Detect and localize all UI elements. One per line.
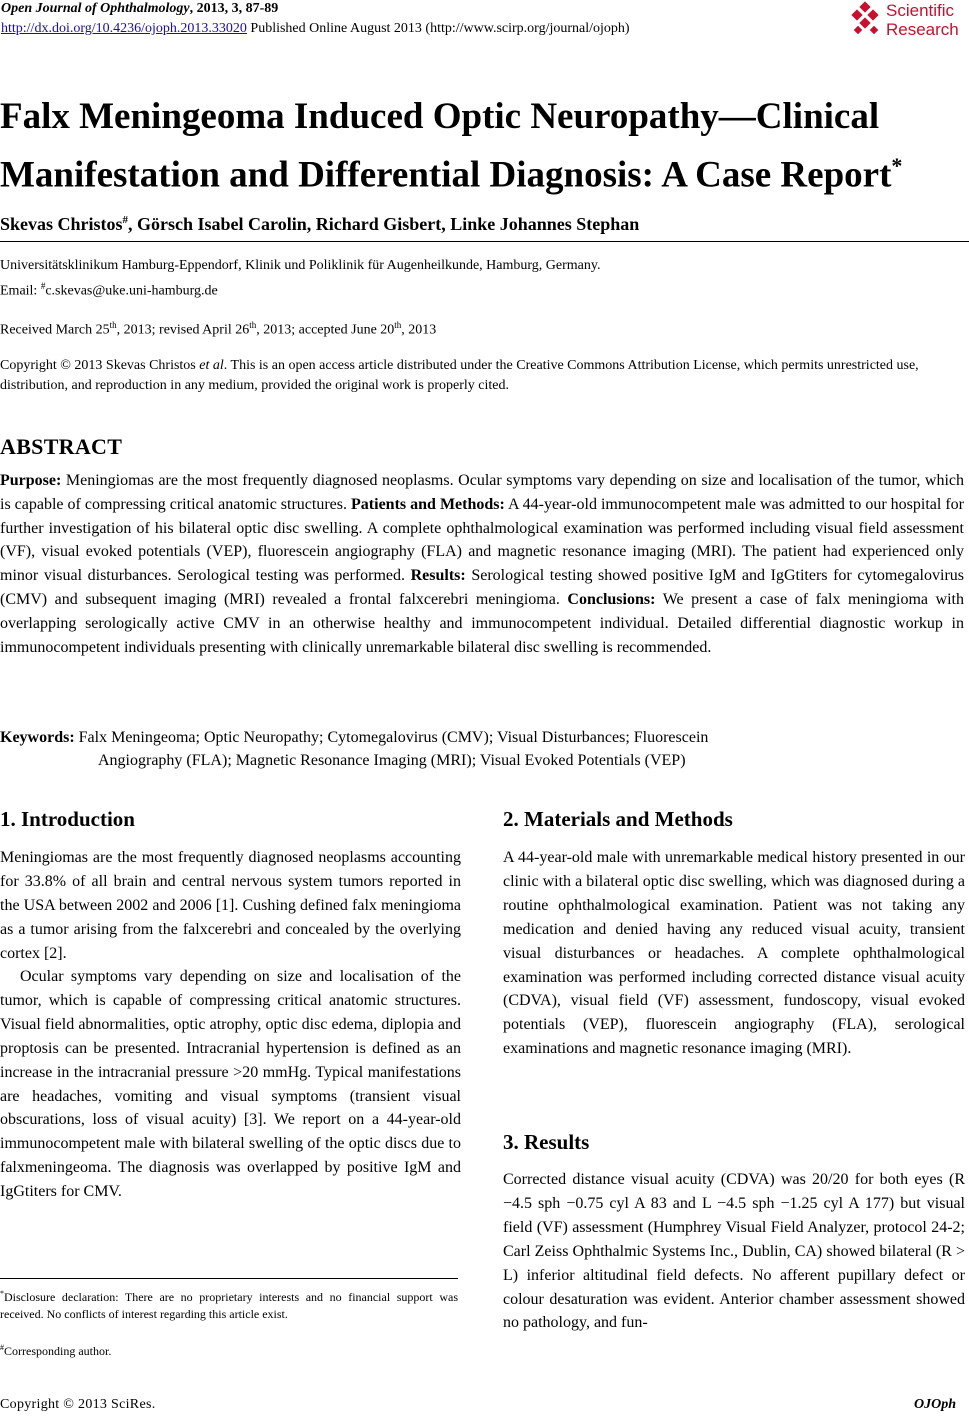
published-online: Published Online August 2013 (http://www.scirp.org/journal/ojoph): [246, 21, 630, 36]
copyright-notice: [0, 356, 969, 396]
doi-line: [1, 21, 630, 37]
conclusions-text: We present a case of falx meningioma with overlapping serologically active CMV in an otherwise healthy and immunocompetent individual. Detailed differential diagnostic workup in immunocompetent individuals presenting with clinically unremarkable bilateral disc swelling is recommended.: [0, 590, 964, 656]
ordinal-suffix: th: [109, 320, 117, 330]
methods-label: Patients and Methods:: [351, 495, 505, 513]
logo-text: [886, 1, 959, 39]
journal-name: Open Journal of Ophthalmology: [1, 1, 190, 16]
footnote-divider: [0, 1278, 458, 1279]
article-title: [0, 92, 969, 199]
date-end: , 2013: [401, 322, 437, 338]
purpose-label: Purpose:: [0, 472, 62, 489]
keywords-line-1: Falx Meningeoma; Optic Neuropathy; Cytomegalovirus (CMV); Visual Disturbances; Fluorescein: [74, 729, 709, 746]
footer-copyright: Copyright © 2013 SciRes.: [0, 1397, 156, 1412]
email-mark: #: [40, 281, 46, 291]
doi-link[interactable]: http://dx.doi.org/10.4236/ojoph.2013.33020: [1, 21, 247, 36]
results-label: Results:: [410, 567, 466, 585]
logo-line-2: Research: [886, 20, 959, 39]
conclusions-label: Conclusions:: [567, 590, 656, 608]
email-label: Email:: [0, 283, 41, 299]
first-author: Skevas Christos: [0, 214, 123, 234]
footnote-disclosure: [0, 1286, 458, 1322]
section-heading-methods: 2. Materials and Methods: [503, 807, 733, 831]
methods-paragraph: A 44-year-old male with unremarkable medical history presented in our clinic with a bilateral optic disc swelling, which was diagnosed during a routine ophthalmological examination. Patient was not taking any medication and denied having any reduced visual acuity, transient visual disturbances or headaches. A complete ophthalmological examination was performed including corrected distance visual acuity (CDVA), visual field (VF) assessment, fundoscopy, visual evoked potentials (VEP), fluorescein angiography (FLA), serological examinations and magnetic resonance imaging (MRI).: [503, 849, 965, 1058]
logo-line-1: Scientific: [886, 1, 955, 20]
footnote-text-1: Disclosure declaration: There are no proprietary interests and no financial support was received. No conflicts of interest regarding this article exist.: [0, 1290, 458, 1321]
copyright-pre: Copyright © 2013 Skevas Christos: [0, 358, 200, 373]
email-address[interactable]: c.skevas@uke.uni-hamburg.de: [45, 283, 218, 299]
keywords-line-2: Angiography (FLA); Magnetic Resonance Imaging (MRI); Visual Evoked Potentials (VEP): [98, 752, 686, 769]
email-line: [0, 276, 218, 302]
purpose-text: Meningiomas are the most frequently diagnosed neoplasms. Ocular symptoms vary depending on size and localisation of the tumor, which is capable of compressing critical anatomic structures.: [0, 472, 964, 513]
journal-volume: , 2013, 3, 87-89: [189, 1, 279, 16]
received-date: Received March 25: [0, 322, 110, 338]
affiliation: Universitätsklinikum Hamburg-Eppendorf, Klinik und Poliklinik für Augenheilkunde, Hamburg, Germany.: [0, 258, 601, 273]
footnote-corresponding: [0, 1340, 458, 1360]
footnote-text-2: Corresponding author.: [4, 1344, 112, 1358]
scientific-research-logo: [850, 1, 968, 41]
journal-citation: [1, 1, 278, 17]
footer-journal-abbr: OJOph: [914, 1397, 957, 1412]
ordinal-suffix: th: [394, 320, 402, 330]
section-heading-introduction: 1. Introduction: [0, 807, 135, 831]
intro-paragraph-2: Ocular symptoms vary depending on size and localisation of the tumor, which is capable of compressing critical anatomic structures. Visual field abnormalities, optic atrophy, optic disc edema, diplopia and proptosis can be presented. Intracranial hypertension is defined as an increase in the intracranial pressure >20 mmHg. Typical manifestations are headaches, vomiting and visual symptoms (transient visual obscurations, loss of visual acuity) [3]. We report on a 44-year-old immunocompetent male with bilateral swelling of the optic discs due to falxmeningeoma. The diagnosis was overlapped by positive IgM and IgGtiters for CMV.: [0, 968, 461, 1201]
ordinal-suffix: th: [249, 320, 257, 330]
footnote-mark-2: #: [0, 1343, 4, 1352]
accepted-date: , 2013; accepted June 20: [256, 322, 395, 338]
copyright-post: . This is an open access article distributed under the Creative Commons Attribution License, which permits unrestricted use, distribution, and reproduction in any medium, provided the original work is properly cited.: [0, 358, 919, 393]
results-paragraph: Corrected distance visual acuity (CDVA) was 20/20 for both eyes (R −4.5 sph −0.75 cyl A 83 and L −4.5 sph −1.25 cyl A 177) but visual field (VF) assessment (Humphrey Visual Field Analyzer, protocol 24-2; Carl Zeiss Ophthalmic Systems Inc., Dublin, CA) showed bilateral (R > L) inferior altitudinal field defects. No afferent pupillary defect or colour desaturation was evident. Anterior chamber assessment showed no pathology, and fun-: [503, 1171, 965, 1332]
title-line-2: Manifestation and Differential Diagnosis: A Case Report: [0, 154, 892, 196]
article-dates: [0, 315, 436, 341]
revised-date: , 2013; revised April 26: [116, 322, 250, 338]
title-footnote-mark: *: [891, 153, 903, 178]
footnote-mark-1: *: [0, 1289, 4, 1298]
keywords-label: Keywords:: [0, 729, 75, 746]
abstract-heading: ABSTRACT: [0, 434, 123, 459]
copyright-etal: et al: [199, 358, 224, 373]
corresponding-mark: #: [122, 214, 129, 226]
title-line-1: Falx Meningeoma Induced Optic Neuropathy—Clinical: [0, 96, 880, 137]
keywords: [0, 726, 964, 749]
section-heading-results: 3. Results: [503, 1130, 590, 1154]
methods-text: A 44-year-old immunocompetent male was admitted to our hospital for further investigation of his bilateral optic disc swelling. A complete ophthalmological examination was performed including visual field assessment (VF), visual evoked potentials (VEP), fluorescein angiography (FLA) and magnetic resonance imaging (MRI). The patient had experienced only minor visual disturbances. Serological testing was performed.: [0, 495, 965, 585]
abstract-body: [0, 469, 964, 659]
results-text: Serological testing showed positive IgM and IgGtiters for cytomegalovirus (CMV) and subsequent imaging (MRI) revealed a frontal falxcerebri meningioma.: [0, 567, 964, 608]
logo-mark-icon: [850, 1, 884, 39]
other-authors: , Görsch Isabel Carolin, Richard Gisbert, Linke Johannes Stephan: [128, 214, 640, 234]
intro-paragraph-1: Meningiomas are the most frequently diagnosed neoplasms accounting for 33.8% of all brain and central nervous system tumors reported in the USA between 2002 and 2006 [1]. Cushing defined falx meningioma as a tumor arising from the falxcerebri and concealed by the overlying cortex [2].: [0, 849, 461, 962]
author-list: [0, 214, 639, 235]
author-divider: [0, 241, 969, 242]
